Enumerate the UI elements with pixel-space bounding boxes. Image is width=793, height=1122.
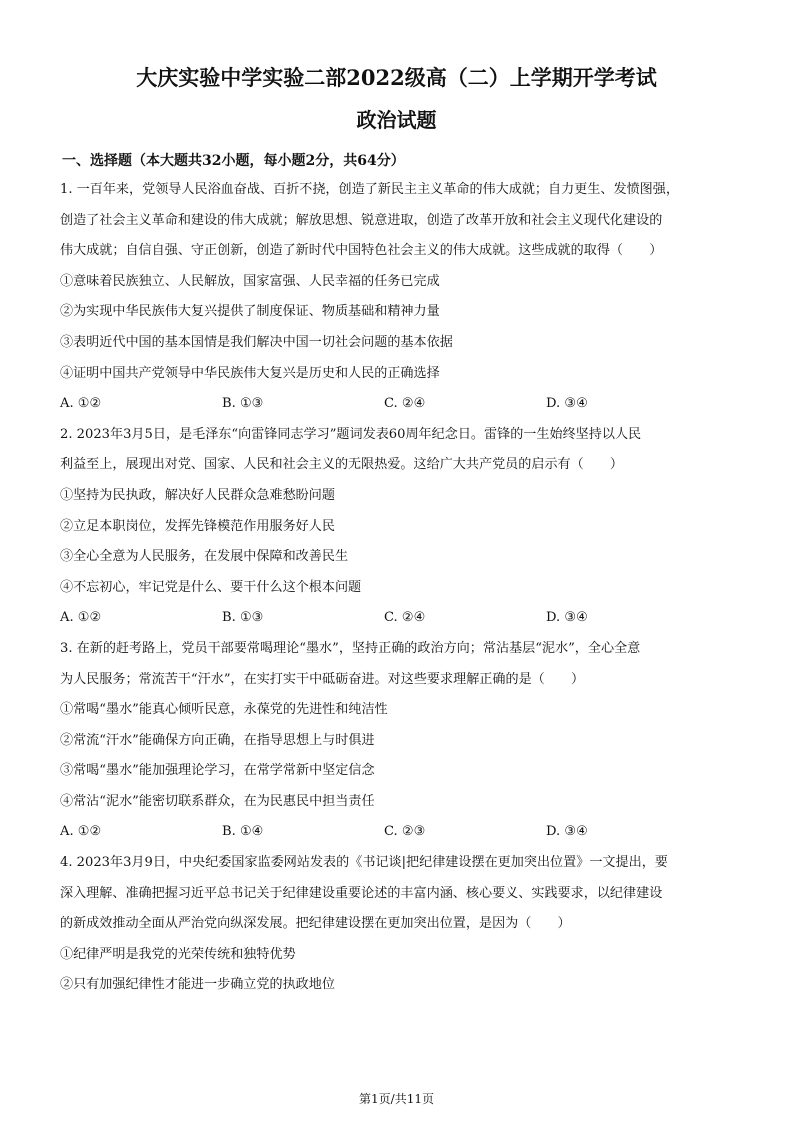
question-4 <box>60 848 736 1001</box>
option-b: B. ①③ <box>222 396 264 412</box>
statement-item: ①常喝“墨水”能真心倾听民意，永葆党的先进性和纯洁性 <box>60 702 388 718</box>
statement-item: ③全心全意为人民服务，在发展中保障和改善民生 <box>60 549 349 565</box>
statement-item: ④常沾“泥水”能密切联系群众，在为民惠民中担当责任 <box>60 793 375 809</box>
question-1 <box>60 175 736 420</box>
question-stem-line: 为人民服务；常流苦干“汗水”，在实打实干中砥砺奋进。对这些要求理解正确的是（ ） <box>60 671 585 687</box>
question-3 <box>60 634 736 848</box>
option-b: B. ①④ <box>222 824 264 840</box>
question-stem-line: 2. 2023年3月5日，是毛泽东“向雷锋同志学习”题词发表60周年纪念日。雷锋的一生始终坚持以人民 <box>60 426 642 442</box>
option-b: B. ①③ <box>222 610 264 626</box>
statement-item: ①意味着民族独立、人民解放，国家富强、人民幸福的任务已完成 <box>60 273 440 289</box>
statement-item: ②只有加强纪律性才能进一步确立党的执政地位 <box>60 977 335 993</box>
question-stem-line: 利益至上，展现出对党、国家、人民和社会主义的无限热爱。这给广大共产党员的启示有（ ） <box>60 457 624 473</box>
statement-item: ③常喝“墨水”能加强理论学习，在常学常新中坚定信念 <box>60 763 375 779</box>
question-stem-line: 创造了社会主义革命和建设的伟大成就；解放思想、锐意进取，创造了改革开放和社会主义现代化建设的 <box>60 212 663 228</box>
answer-options <box>60 389 736 420</box>
statement-item: ④不忘初心，牢记党是什么、要干什么这个根本问题 <box>60 579 362 595</box>
option-d: D. ③④ <box>546 396 588 412</box>
question-stem-line: 4. 2023年3月9日，中央纪委国家监委网站发表的《书记谈|把纪律建设摆在更加突出位置》一文提出，要 <box>60 855 668 871</box>
option-a: A. ①② <box>60 824 102 840</box>
statement-item: ②常流“汗水”能确保方向正确，在指导思想上与时俱进 <box>60 732 375 748</box>
option-c: C. ②③ <box>384 824 426 840</box>
question-stem-line: 1. 一百年来，党领导人民浴血奋战、百折不挠，创造了新民主主义革命的伟大成就；自力更生、发愤图强， <box>60 182 679 197</box>
question-stem-line: 深入理解、准确把握习近平总书记关于纪律建设重要论述的丰富内涵、核心要义、实践要求，以纪律建设 <box>60 885 663 901</box>
question-2 <box>60 420 736 634</box>
option-a: A. ①② <box>60 396 102 412</box>
option-c: C. ②④ <box>384 610 426 626</box>
option-d: D. ③④ <box>546 610 588 626</box>
page-footer: 第1页/共11页 <box>359 1092 434 1106</box>
statement-item: ④证明中国共产党领导中华民族伟大复兴是历史和人民的正确选择 <box>60 365 440 381</box>
statement-item: ③表明近代中国的基本国情是我们解决中国一切社会问题的基本依据 <box>60 334 453 350</box>
question-list <box>60 175 736 1001</box>
statement-item: ②为实现中华民族伟大复兴提供了制度保证、物质基础和精神力量 <box>60 304 440 320</box>
question-stem-line: 3. 在新的赶考路上，党员干部要常喝理论“墨水”，坚持正确的政治方向；常沾基层“泥水”，全心全意 <box>60 640 641 656</box>
option-c: C. ②④ <box>384 396 426 412</box>
answer-options <box>60 603 736 634</box>
option-a: A. ①② <box>60 610 102 626</box>
statement-item: ②立足本职岗位，发挥先锋模范作用服务好人民 <box>60 518 335 534</box>
option-d: D. ③④ <box>546 824 588 840</box>
section-heading: 一、选择题（本大题共32小题，每小题2分，共64分） <box>62 153 405 169</box>
answer-options <box>60 817 736 848</box>
question-stem-line: 的新成效推动全面从严治党向纵深发展。把纪律建设摆在更加突出位置，是因为（ ） <box>60 916 571 932</box>
exam-title: 大庆实验中学实验二部2022级高（二）上学期开学考试 <box>136 65 657 90</box>
statement-item: ①纪律严明是我党的光荣传统和独特优势 <box>60 946 296 962</box>
exam-subject: 政治试题 <box>356 108 437 132</box>
question-stem-line: 伟大成就；自信自强、守正创新，创造了新时代中国特色社会主义的伟大成就。这些成就的取得（ ） <box>60 243 663 259</box>
statement-item: ①坚持为民执政，解决好人民群众急难愁盼问题 <box>60 487 335 503</box>
